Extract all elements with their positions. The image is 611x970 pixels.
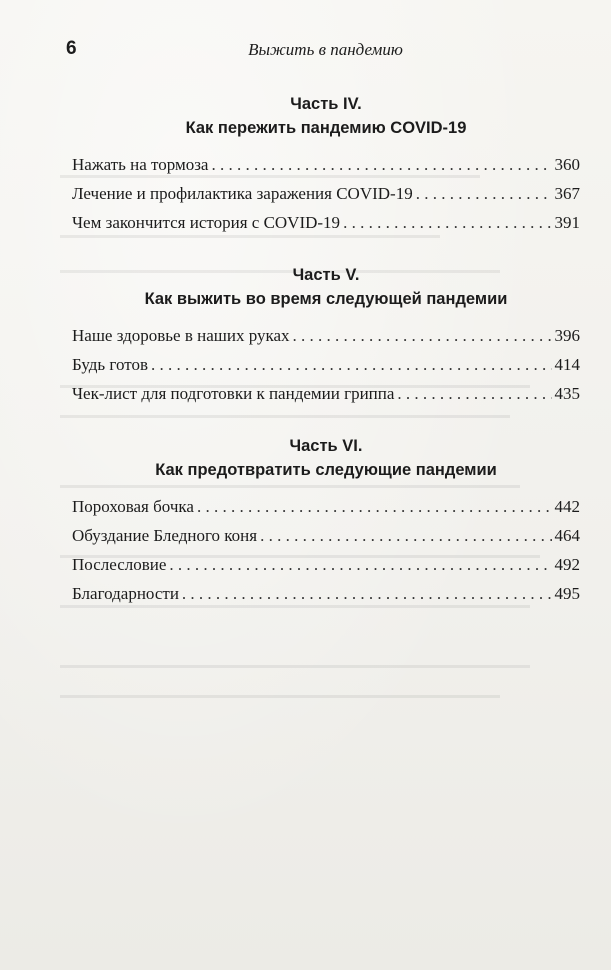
dot-leader xyxy=(416,179,552,208)
toc-entry-title: Будь готов xyxy=(72,355,148,374)
toc-entry-title: Наше здоровье в наших руках xyxy=(72,326,290,345)
toc-entry[interactable] xyxy=(72,550,580,579)
toc-entry-page: 360 xyxy=(554,155,580,174)
dot-leader xyxy=(151,350,552,379)
toc-entry[interactable] xyxy=(72,179,580,208)
toc-section xyxy=(72,434,580,608)
toc-entry-page: 391 xyxy=(554,213,580,232)
dot-leader xyxy=(293,321,552,350)
toc-entry[interactable] xyxy=(72,150,580,179)
part-title: Как предотвратить следующие пандемии xyxy=(155,461,497,479)
dot-leader xyxy=(211,150,551,179)
toc-entry[interactable] xyxy=(72,521,580,550)
toc-entry-page: 435 xyxy=(554,384,580,403)
toc-entry-title: Послесловие xyxy=(72,555,167,574)
toc-entry-page: 367 xyxy=(554,184,580,203)
toc-entry-title: Нажать на тормоза xyxy=(72,155,209,174)
toc-entry-title: Обуздание Бледного коня xyxy=(72,526,258,545)
toc-section xyxy=(72,263,580,408)
dot-leader xyxy=(260,521,551,550)
table-of-contents xyxy=(72,92,580,634)
toc-entry-title: Благодарности xyxy=(72,584,179,603)
toc-entry-title: Лечение и профилактика заражения COVID-19 xyxy=(72,184,413,203)
part-title: Как пережить пандемию COVID-19 xyxy=(185,119,467,137)
dot-leader xyxy=(182,579,552,608)
toc-entry[interactable] xyxy=(72,208,580,237)
part-label: Часть V. xyxy=(292,266,360,284)
toc-entry-title: Чек-лист для подготовки к пандемии гриппа xyxy=(72,384,395,403)
toc-entry-page: 442 xyxy=(554,497,580,516)
toc-entry[interactable] xyxy=(72,492,580,521)
dot-leader xyxy=(343,208,551,237)
toc-entry-title: Чем закончится история с COVID-19 xyxy=(72,213,341,232)
toc-entry[interactable] xyxy=(72,321,580,350)
page-header xyxy=(0,38,611,64)
toc-entry-page: 492 xyxy=(554,555,580,574)
part-label: Часть IV. xyxy=(290,95,362,113)
toc-entry-page: 396 xyxy=(554,326,580,345)
dot-leader xyxy=(397,379,551,408)
part-title: Как выжить во время следующей пандемии xyxy=(144,290,508,308)
page-number: 6 xyxy=(66,38,77,59)
toc-entry-page: 414 xyxy=(554,355,580,374)
part-label: Часть VI. xyxy=(289,437,363,455)
running-title: Выжить в пандемию xyxy=(248,40,403,59)
toc-entry-page: 495 xyxy=(554,584,580,603)
toc-entry[interactable] xyxy=(72,579,580,608)
toc-entry-title: Пороховая бочка xyxy=(72,497,194,516)
toc-entry[interactable] xyxy=(72,350,580,379)
dot-leader xyxy=(197,492,552,521)
toc-section xyxy=(72,92,580,237)
dot-leader xyxy=(169,550,551,579)
toc-entry[interactable] xyxy=(72,379,580,408)
toc-entry-page: 464 xyxy=(554,526,580,545)
